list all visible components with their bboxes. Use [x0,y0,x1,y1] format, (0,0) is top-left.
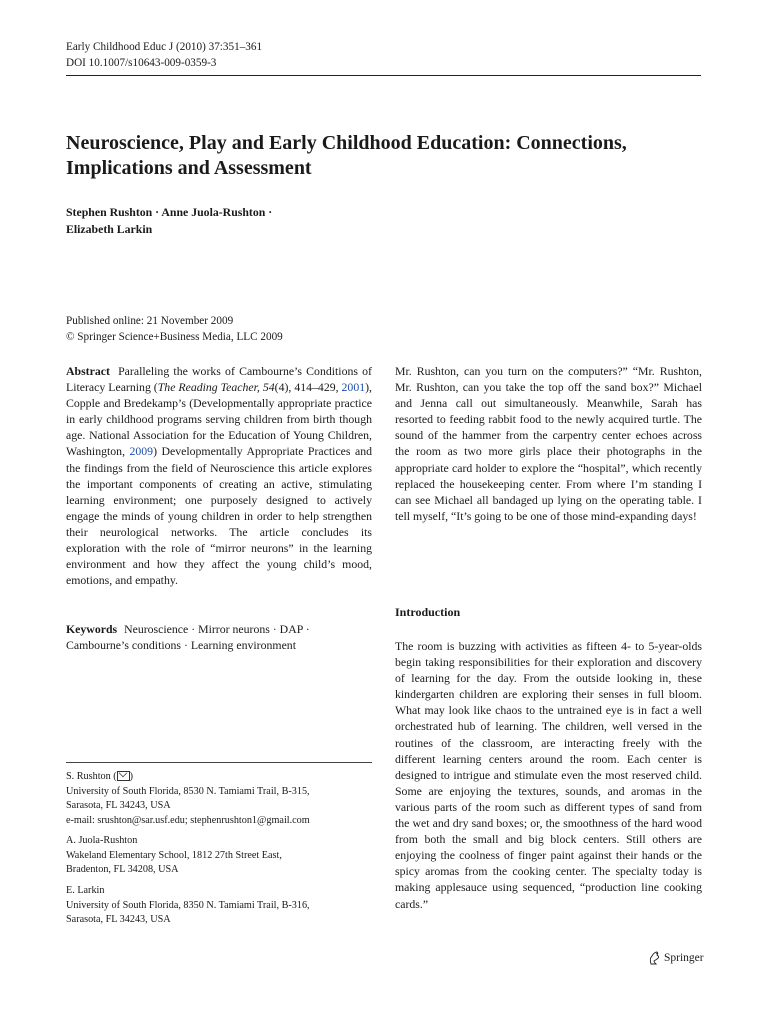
affiliation-rushton [66,770,372,828]
opening-vignette: Mr. Rushton, can you turn on the computers?” “Mr. Rushton, Mr. Rushton, can you take the top off the sand box?” Michael and Jenna call out simultaneously. Meanwhile, Sarah has resorted to feeding rabbit food to the newly acquired turtle. The sound of the hammer from the carpentry center echoes across the room as two more girls place their photographs in the appropriate card holder to explore the “hospital”, which recently replaced the housekeeping center. From where I’m standing I can see Michael all bandaged up lying on the operating table. I tell myself, “It’s going to be one of those mind-expanding days! [395,364,702,523]
introduction-paragraph: The room is buzzing with activities as fifteen 4- to 5-year-olds begin taking responsibilities for their exploration and discovery of learning for the day. From the outside looking in, these kindergarten children are exploring their senses in full bloom. What may look like chaos to the untrained eye is in fact a well orchestrated hub of learning. The children, well versed in the routines of the classroom, are interacting freely with the different learning centers around the room. Each center is designed to intrigue and stimulate even the most reserved child. Some are enjoying the textures, sounds, and aromas in the various parts of the room such as different types of sand from the wet and dry sand boxes; or, the smoothness of the hard wood from both the small and big block centers. Still others are enjoying the coolness of finger paint against their hands or the spicy aromas from the cooking center. The specialty today is making applesauce using sequenced, “production line cooking cards.” [395,639,702,911]
publisher-mark [648,951,704,965]
affiliation-line: University of South Florida, 8350 N. Tamiami Trail, B-316, [66,899,310,911]
doi[interactable]: DOI 10.1007/s10643-009-0359-3 [66,56,217,69]
email-line[interactable]: e-mail: srushton@sar.usf.edu; stephenrushton1@gmail.com [66,814,310,826]
author-list [66,204,272,237]
keywords [66,621,372,653]
authors-line-2: Elizabeth Larkin [66,221,153,236]
affiliation-line: University of South Florida, 8530 N. Tamiami Trail, B-315, [66,785,310,797]
affiliation-rule [66,762,372,763]
journal-citation: Early Childhood Educ J (2010) 37:351–361 [66,41,263,53]
citation-link-2009[interactable]: 2009 [129,444,154,459]
abstract-text: Paralleling the works of Cambourne’s Conditions of Literacy Learning ( [66,364,372,395]
publisher-name: Springer [664,952,704,964]
citation-link-2001[interactable]: 2001 [341,380,366,395]
abstract-text: ), Copple and Bredekamp’s (Developmentally appropriate practice in early childhood programs serving children from birth though age. National Association for the Education of Young Children, Washington, [66,380,373,459]
keywords-text: Neuroscience · Mirror neurons · DAP · Cambourne’s conditions · Learning environment [66,622,310,653]
abstract-label: Abstract [66,364,110,378]
copyright: © Springer Science+Business Media, LLC 2009 [66,330,283,343]
abstract-text: (4), 414–429, [274,380,342,395]
keywords-label: Keywords [66,622,118,636]
header-rule [66,75,701,76]
affiliation-name: E. Larkin [66,885,105,896]
published-date: Published online: 21 November 2009 [66,315,234,327]
journal-reference: The Reading Teacher, 54 [157,380,275,395]
affiliation-line: Wakeland Elementary School, 1812 27th Street East, [66,849,282,861]
affiliation-line: Bradenton, FL 34208, USA [66,864,179,875]
affiliation-larkin [66,884,372,928]
springer-horse-logo-icon [648,951,660,965]
abstract-text: ) Developmentally Appropriate Practices and the findings from the field of Neuroscience this article explores the important components of creating an active, stimulating learning environment; one purposely designed to actively engage the minds of young children in order to help strengthen their neurological networks. The article concludes its exploration with the role of “mirror neurons” in the learning environment and how they affect the young child’s mood, emotions, and empathy. [66,444,372,588]
affiliation-name: A. Juola-Rushton [66,835,138,846]
envelope-icon [117,771,130,781]
affiliation-line: Sarasota, FL 34243, USA [66,914,171,925]
article-title: Neuroscience, Play and Early Childhood Education: Connections, Implications and Assessment [66,132,627,179]
journal-header [66,40,262,71]
abstract [66,363,372,588]
section-heading-introduction: Introduction [395,605,461,619]
authors-line-1: Stephen Rushton · Anne Juola-Rushton · [66,205,273,219]
affiliation-juola-rushton [66,834,372,878]
affiliation-name: S. Rushton ( [66,771,117,782]
affiliation-name-end: ) [129,771,134,782]
publication-info [66,314,283,345]
affiliation-line: Sarasota, FL 34243, USA [66,800,171,811]
